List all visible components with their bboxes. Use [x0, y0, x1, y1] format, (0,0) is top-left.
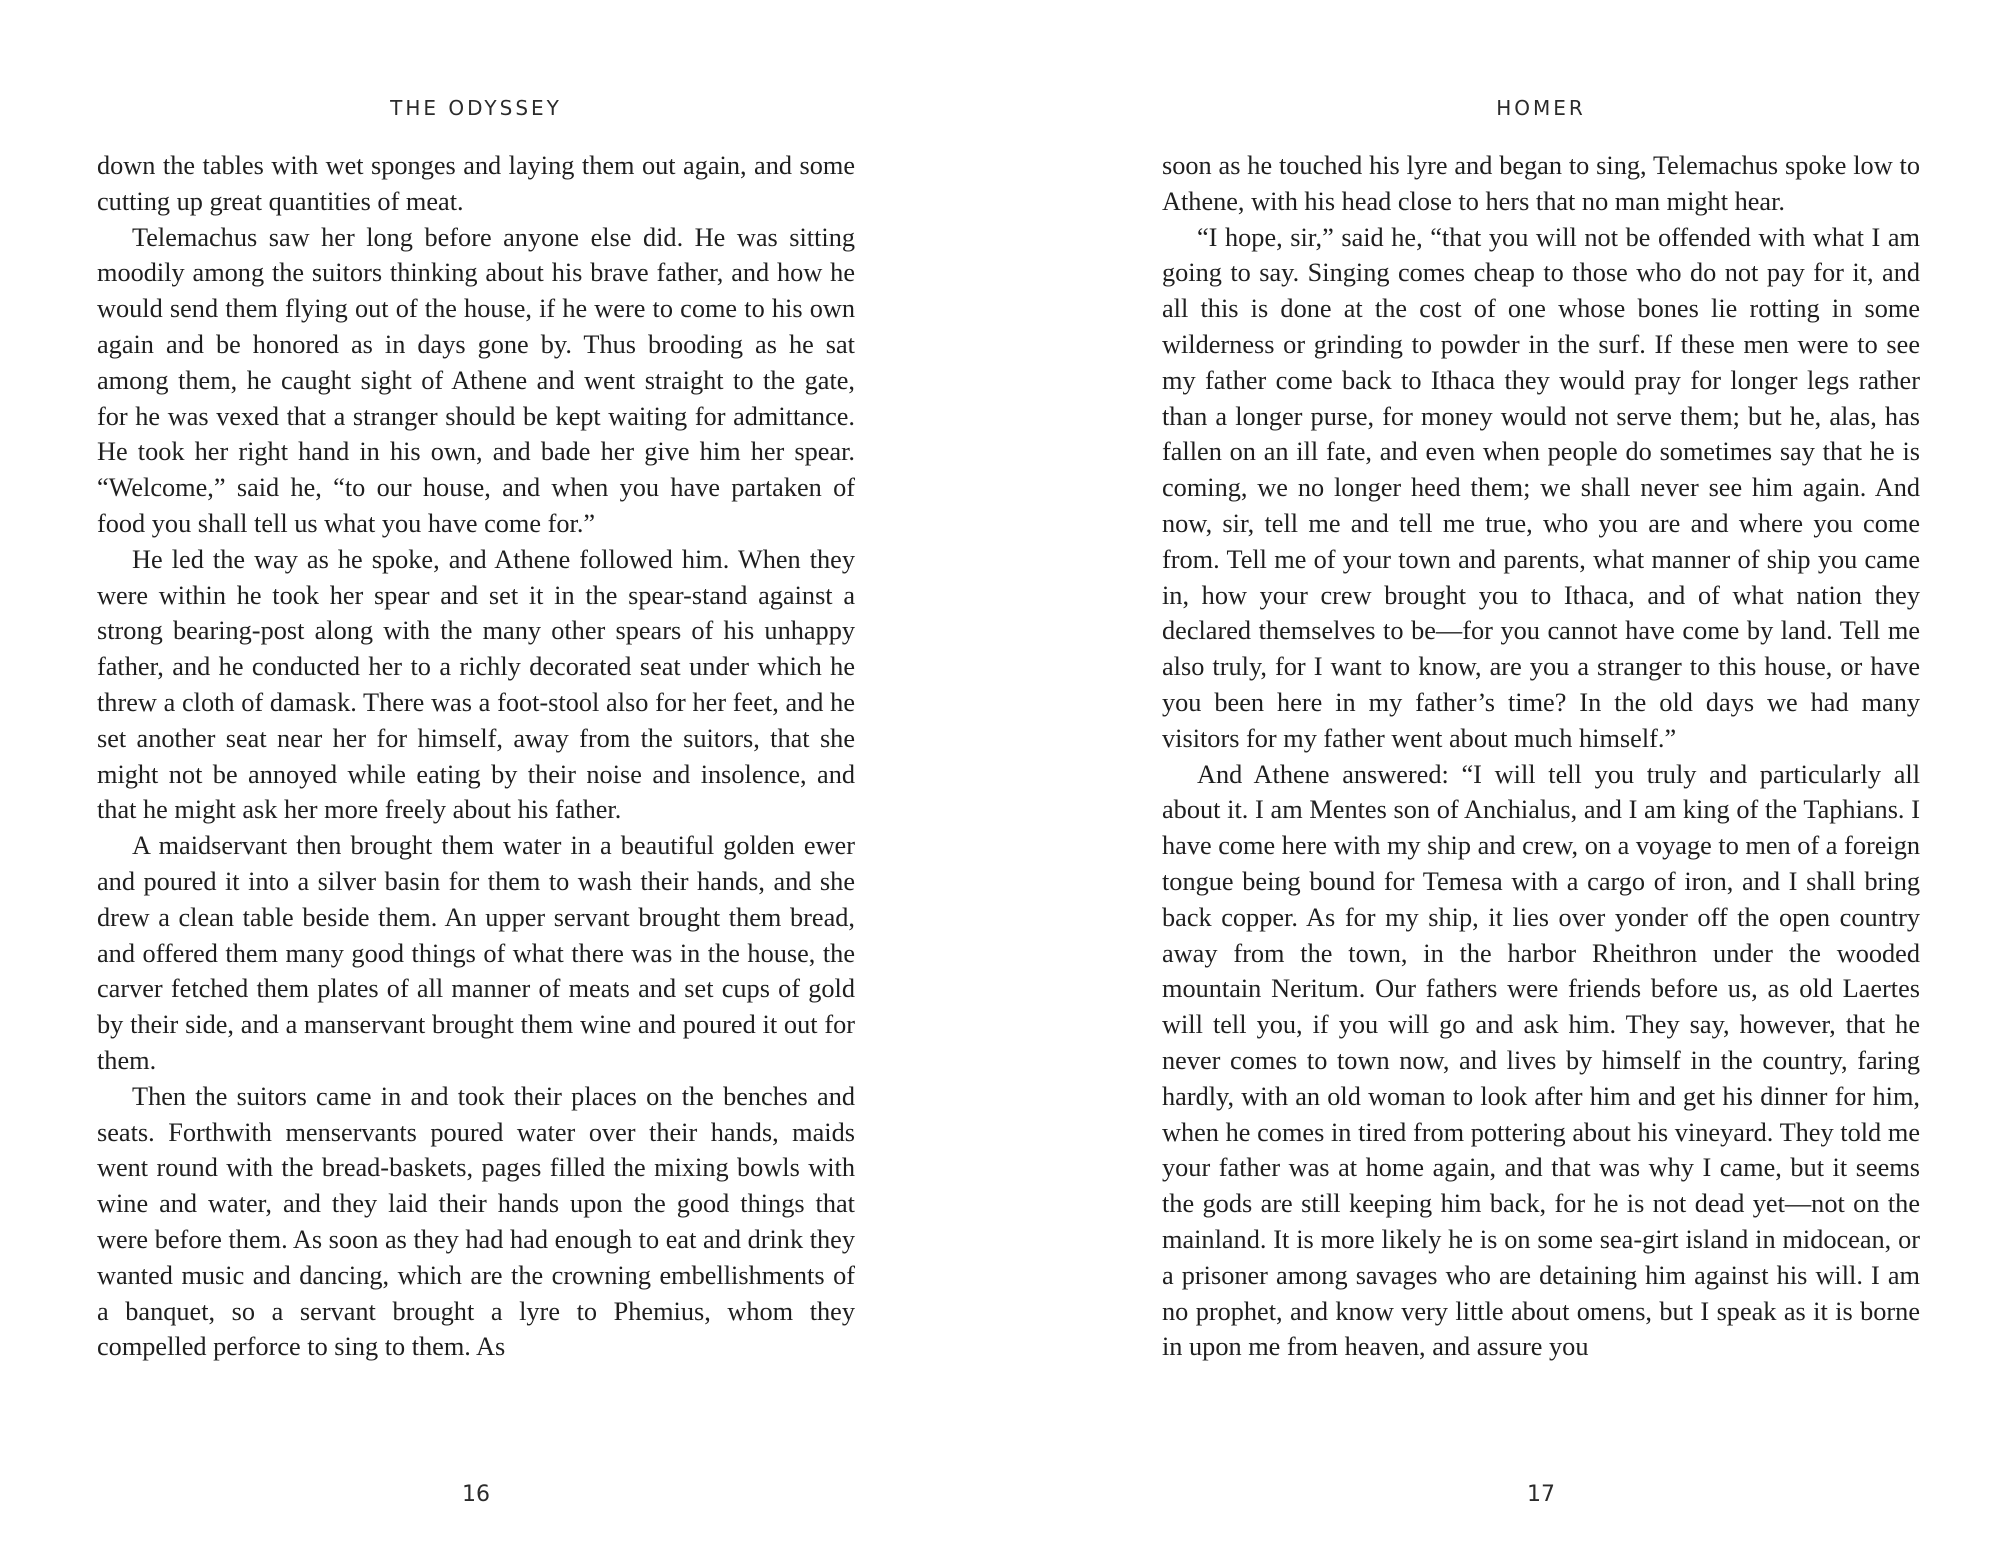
running-head-author: HOMER	[1496, 96, 1586, 120]
right-page-text	[1162, 148, 1920, 1365]
paragraph: And Athene answered: “I will tell you truly and particularly all about it. I am Mentes son of Anchialus, and I am king of the Taphians. I have come here with my ship and crew, on a voyage to men of a foreign tongue being bound for Temesa with a cargo of iron, and I shall bring back copper. As for my ship, it lies over yonder off the open country away from the town, in the harbor Rheithron under the wooded mountain Neritum. Our fathers were friends before us, as old Laertes will tell you, if you will go and ask him. They say, however, that he never comes to town now, and lives by himself in the country, faring hardly, with an old woman to look after him and get his dinner for him, when he comes in tired from pottering about his vineyard. They told me your father was at home again, and that was why I came, but it seems the gods are still keeping him back, for he is not dead yet—not on the mainland. It is more likely he is on some sea-girt island in midocean, or a prisoner among savages who are detaining him against his will. I am no prophet, and know very little about omens, but I speak as it is borne in upon me from heaven, and assure you	[1162, 759, 1920, 1362]
paragraph: A maidservant then brought them water in a beautiful golden ewer and poured it into a silver basin for them to wash their hands, and she drew a clean table beside them. An upper servant brought them bread, and offered them many good things of what there was in the house, the carver fetched them plates of all manner of meats and set cups of gold by their side, and a manservant brought them wine and poured it out for them.	[97, 831, 855, 1075]
left-page-text	[97, 148, 855, 1365]
paragraph: down the tables with wet sponges and laying them out again, and some cutting up great quantities of meat.	[97, 151, 855, 216]
right-page	[1000, 0, 2000, 1550]
paragraph: Then the suitors came in and took their places on the benches and seats. Forthwith menservants poured water over their hands, maids went round with the bread-baskets, pages filled the mixing bowls with wine and water, and they laid their hands upon the good things that were before them. As soon as they had had enough to eat and drink they wanted music and dancing, which are the crowning embellishments of a banquet, so a servant brought a lyre to Phemius, whom they compelled perforce to sing to them. As	[97, 1081, 855, 1362]
paragraph: He led the way as he spoke, and Athene followed him. When they were within he took her spear and set it in the spear-stand against a strong bearing-post along with the many other spears of his unhappy father, and he conducted her to a richly decorated seat under which he threw a cloth of damask. There was a foot-stool also for her feet, and he set another seat near her for himself, away from the suitors, that she might not be annoyed while eating by their noise and insolence, and that he might ask her more freely about his father.	[97, 544, 855, 825]
running-head-book-title: THE ODYSSEY	[390, 96, 562, 120]
paragraph: “I hope, sir,” said he, “that you will not be offended with what I am going to say. Singing comes cheap to those who do not pay for it, and all this is done at the cost of one whose bones lie rotting in some wilderness or grinding to powder in the surf. If these men were to see my father come back to Ithaca they would pray for longer legs rather than a longer purse, for money would not serve them; but he, alas, has fallen on an ill fate, and even when people do sometimes say that he is coming, we no longer heed them; we shall never see him again. And now, sir, tell me and tell me true, who you are and where you come from. Tell me of your town and parents, what manner of ship you came in, how your crew brought you to Ithaca, and of what nation they declared themselves to be—for you cannot have come by land. Tell me also truly, for I want to know, are you a stranger to this house, or have you been here in my father’s time? In the old days we had many visitors for my father went about much himself.”	[1162, 222, 1920, 753]
paragraph: Telemachus saw her long before anyone else did. He was sitting moodily among the suitors thinking about his brave father, and how he would send them flying out of the house, if he were to come to his own again and be honored as in days gone by. Thus brooding as he sat among them, he caught sight of Athene and went straight to the gate, for he was vexed that a stranger should be kept waiting for admittance. He took her right hand in his own, and bade her give him her spear. “Welcome,” said he, “to our house, and when you have partaken of food you shall tell us what you have come for.”	[97, 222, 855, 538]
page-number: 17	[1527, 1482, 1555, 1507]
paragraph: soon as he touched his lyre and began to sing, Telemachus spoke low to Athene, with his head close to hers that no man might hear.	[1162, 151, 1920, 216]
page-number: 16	[462, 1482, 490, 1507]
